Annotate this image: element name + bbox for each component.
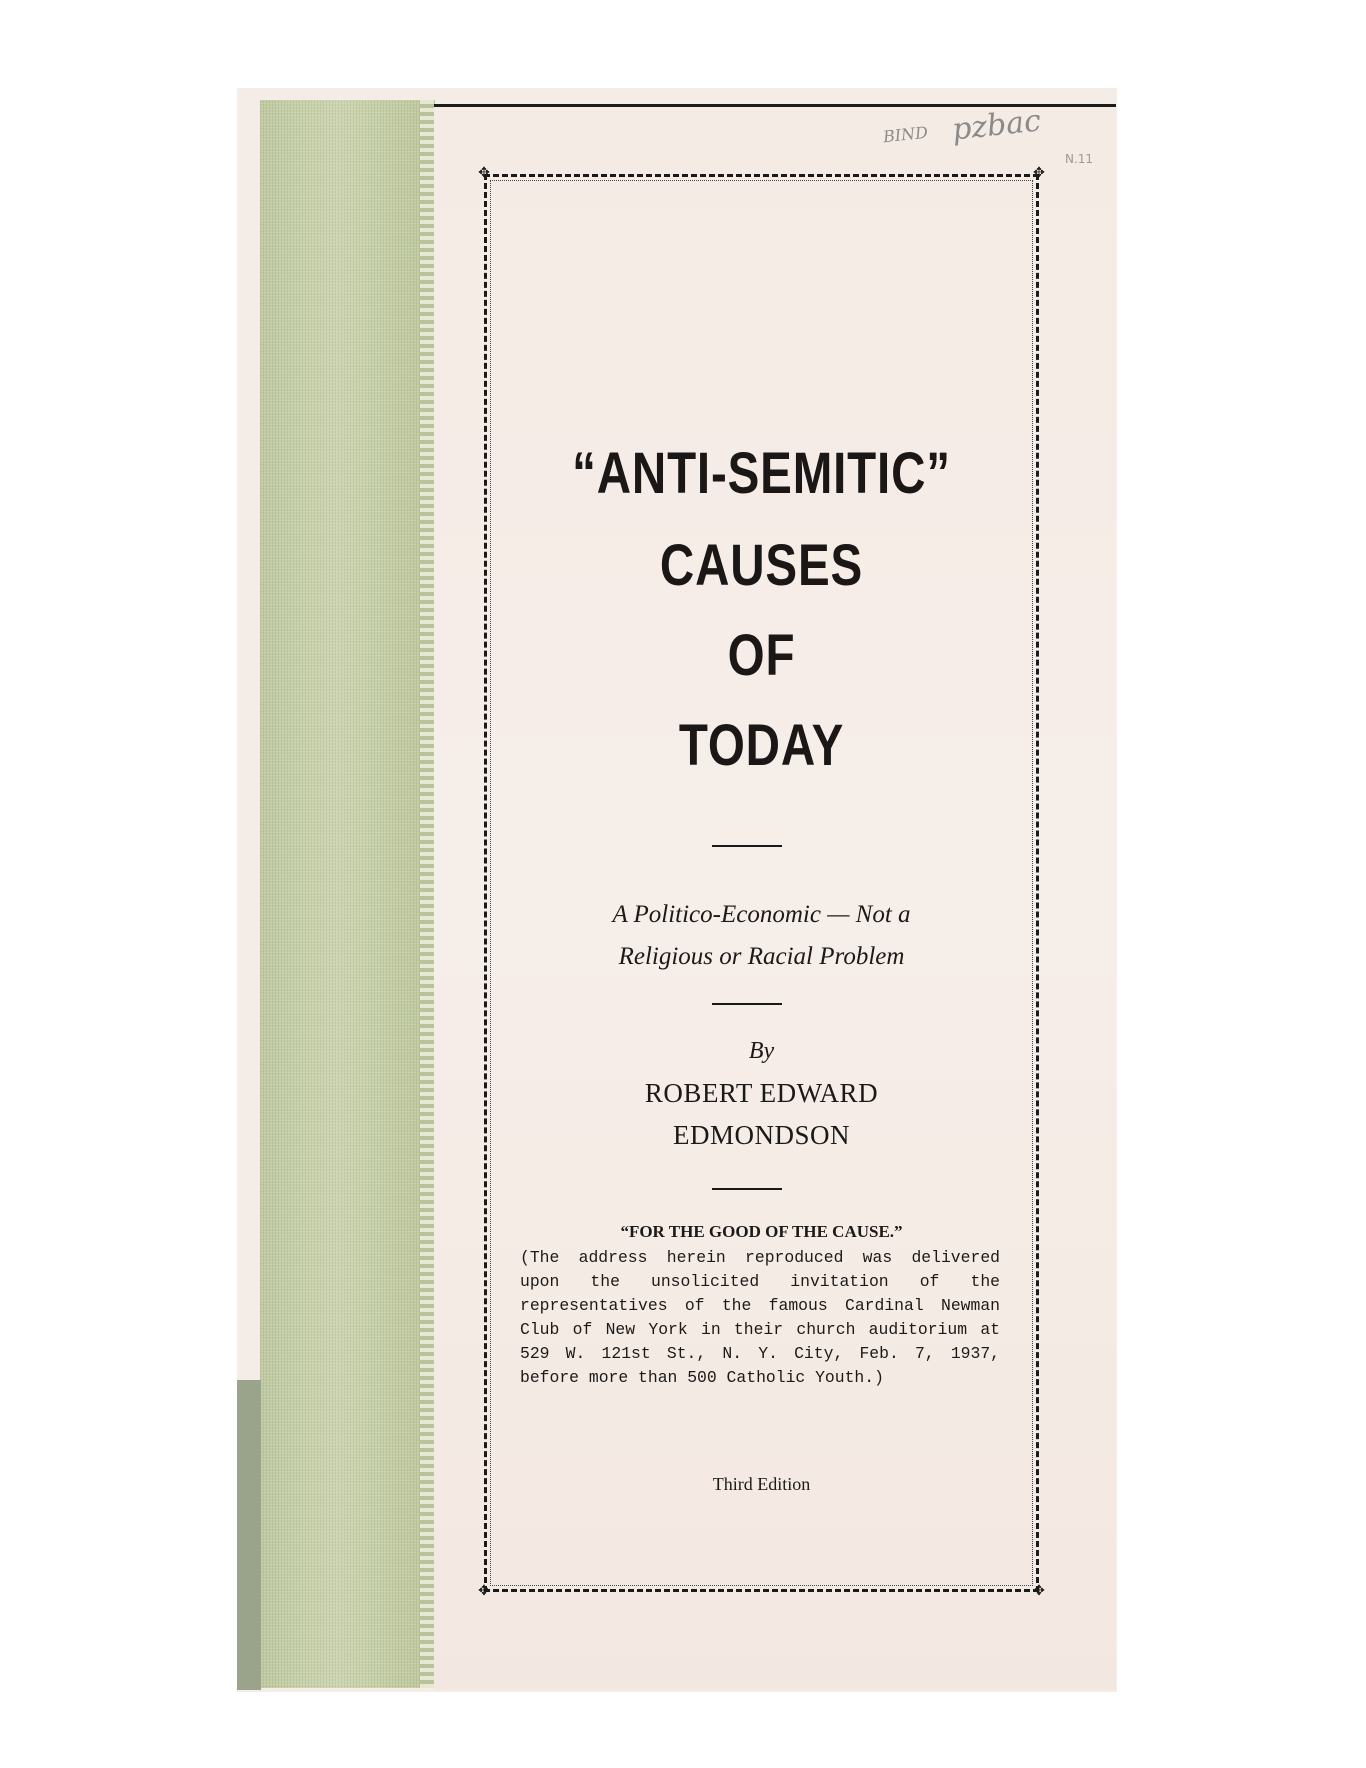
note-heading: “FOR THE GOOD OF THE CAUSE.” [620,1222,903,1241]
title-line-3: OF [727,623,796,688]
byline-by: By [748,1038,775,1064]
border-corner-ornament: ✥ [1033,166,1045,181]
author-line-2: EDMONDSON [672,1120,850,1150]
border-corner-ornament: ✥ [1033,1584,1045,1599]
subtitle-line-1: A Politico-Economic — Not a [612,901,911,928]
spine-stitching [420,100,434,1688]
handwritten-note: BIND [882,122,929,147]
subtitle-line-2: Religious or Racial Problem [618,943,905,970]
border-corner-ornament: ✥ [478,1584,490,1599]
note-body: (The address herein reproduced was delivered upon the unsolicited invitation of the representatives of the famous Cardinal Newman Club of New York in their church auditorium at 529 W. 121st St., N. Y. City, Feb. 7, 1937, before more than 500 Catholic Youth.) [520,1248,1000,1387]
divider-rule [712,845,782,847]
handwritten-call-number: pzbac [950,103,1043,148]
border-corner-ornament: ✥ [478,166,490,181]
divider-rule [712,1003,782,1005]
edition-label: Third Edition [712,1474,811,1494]
title-line-4: TODAY [678,713,845,778]
title-line-1: “ANTI-SEMITIC” [572,441,951,506]
cloth-spine [260,100,435,1688]
author-line-1: ROBERT EDWARD [644,1078,879,1108]
handwritten-number: N.11 [1065,152,1094,166]
spine-edge-shadow [237,1380,261,1690]
divider-rule [712,1188,782,1190]
title-line-2: CAUSES [659,533,864,598]
